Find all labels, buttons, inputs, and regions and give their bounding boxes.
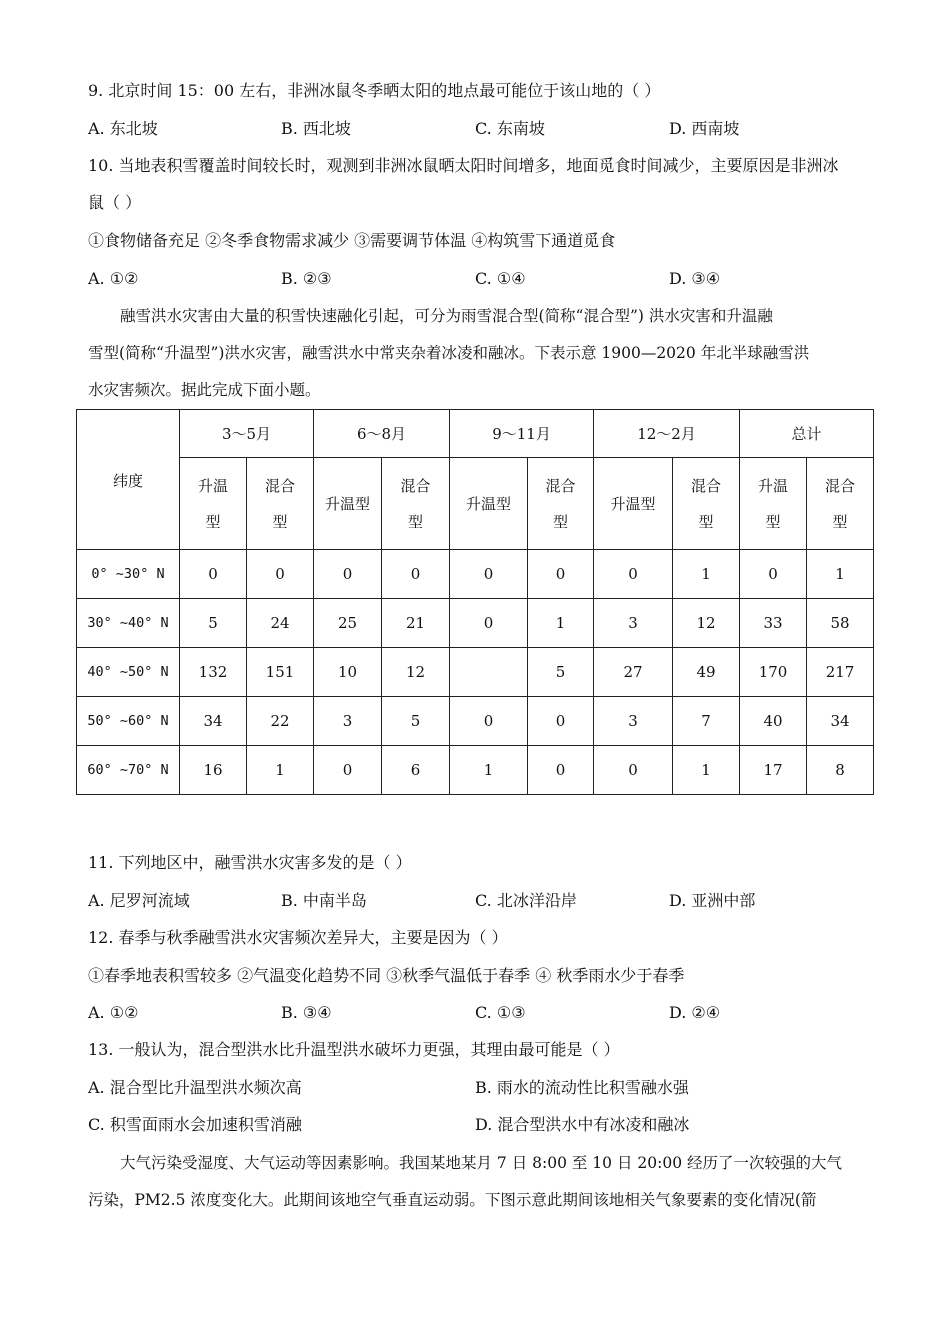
value-cell: 5 bbox=[382, 697, 450, 746]
value-cell: 217 bbox=[807, 648, 874, 697]
latitude-cell: 0° ~30° N bbox=[77, 550, 180, 599]
q11-option-c: C. 北冰洋沿岸 bbox=[475, 891, 577, 910]
value-cell: 12 bbox=[673, 599, 740, 648]
passage1-line1: 融雪洪水灾害由大量的积雪快速融化引起，可分为雨雪混合型(简称“混合型”) 洪水灾害和升温融 bbox=[120, 307, 773, 325]
q10-option-c: C. ①④ bbox=[475, 269, 526, 288]
q10-stem-line1: 10. 当地表积雪覆盖时间较长时，观测到非洲冰鼠晒太阳时间增多，地面觅食时间减少，主要原因是非洲冰 bbox=[88, 156, 839, 175]
table-row bbox=[77, 599, 874, 648]
sub-header: 混合 型 bbox=[247, 458, 314, 550]
q13-option-d: D. 混合型洪水中有冰凌和融冰 bbox=[475, 1115, 690, 1134]
q9-option-c: C. 东南坡 bbox=[475, 119, 545, 138]
q11-option-a: A. 尼罗河流域 bbox=[88, 891, 190, 910]
value-cell: 0 bbox=[247, 550, 314, 599]
value-cell: 0 bbox=[528, 746, 594, 795]
period-header: 6～8月 bbox=[314, 410, 450, 458]
value-cell: 25 bbox=[314, 599, 382, 648]
value-cell: 0 bbox=[594, 550, 673, 599]
q11-stem: 11. 下列地区中，融雪洪水灾害多发的是（ ） bbox=[88, 853, 412, 872]
value-cell: 58 bbox=[807, 599, 874, 648]
q13-option-a: A. 混合型比升温型洪水频次高 bbox=[88, 1078, 302, 1097]
value-cell: 12 bbox=[382, 648, 450, 697]
snowmelt-flood-table bbox=[76, 409, 874, 795]
period-header: 3～5月 bbox=[180, 410, 314, 458]
value-cell: 3 bbox=[594, 697, 673, 746]
value-cell: 0 bbox=[450, 550, 528, 599]
period-header: 总计 bbox=[740, 410, 874, 458]
q10-choices: ①食物储备充足 ②冬季食物需求减少 ③需要调节体温 ④构筑雪下通道觅食 bbox=[88, 231, 616, 250]
value-cell: 0 bbox=[314, 746, 382, 795]
passage2-line1: 大气污染受湿度、大气运动等因素影响。我国某地某月 7 日 8:00 至 10 日 20:00 经历了一次较强的大气 bbox=[120, 1154, 842, 1172]
q11-option-b: B. 中南半岛 bbox=[281, 891, 367, 910]
q9-option-d: D. 西南坡 bbox=[669, 119, 740, 138]
q11-option-d: D. 亚洲中部 bbox=[669, 891, 756, 910]
q9-stem: 9. 北京时间 15：00 左右，非洲冰鼠冬季晒太阳的地点最可能位于该山地的（ ） bbox=[88, 81, 661, 100]
passage1-line2: 雪型(简称“升温型”)洪水灾害，融雪洪水中常夹杂着冰凌和融冰。下表示意 1900—2020 年北半球融雪洪 bbox=[88, 344, 810, 362]
value-cell: 49 bbox=[673, 648, 740, 697]
sub-header: 升温 型 bbox=[740, 458, 807, 550]
value-cell: 0 bbox=[180, 550, 247, 599]
sub-header: 升温 型 bbox=[180, 458, 247, 550]
value-cell: 33 bbox=[740, 599, 807, 648]
value-cell: 0 bbox=[528, 550, 594, 599]
sub-header: 混合 型 bbox=[807, 458, 874, 550]
sub-header: 升温型 bbox=[450, 458, 528, 550]
passage2-line2: 污染，PM2.5 浓度变化大。此期间该地空气垂直运动弱。下图示意此期间该地相关气象要素的变化情况(箭 bbox=[88, 1191, 817, 1209]
q12-option-d: D. ②④ bbox=[669, 1003, 721, 1022]
period-header: 12～2月 bbox=[594, 410, 740, 458]
latitude-cell: 30° ~40° N bbox=[77, 599, 180, 648]
value-cell: 24 bbox=[247, 599, 314, 648]
value-cell: 5 bbox=[528, 648, 594, 697]
value-cell: 5 bbox=[180, 599, 247, 648]
value-cell: 16 bbox=[180, 746, 247, 795]
table-row bbox=[77, 550, 874, 599]
table-corner-latitude: 纬度 bbox=[77, 410, 180, 550]
q13-option-b: B. 雨水的流动性比积雪融水强 bbox=[475, 1078, 689, 1097]
value-cell bbox=[450, 648, 528, 697]
value-cell: 3 bbox=[314, 697, 382, 746]
value-cell: 0 bbox=[594, 746, 673, 795]
table-row bbox=[77, 648, 874, 697]
sub-header: 混合 型 bbox=[528, 458, 594, 550]
value-cell: 1 bbox=[247, 746, 314, 795]
table-row bbox=[77, 746, 874, 795]
q10-option-d: D. ③④ bbox=[669, 269, 721, 288]
value-cell: 17 bbox=[740, 746, 807, 795]
q10-option-b: B. ②③ bbox=[281, 269, 332, 288]
value-cell: 0 bbox=[314, 550, 382, 599]
value-cell: 1 bbox=[450, 746, 528, 795]
value-cell: 132 bbox=[180, 648, 247, 697]
latitude-cell: 40° ~50° N bbox=[77, 648, 180, 697]
value-cell: 27 bbox=[594, 648, 673, 697]
q12-option-c: C. ①③ bbox=[475, 1003, 526, 1022]
value-cell: 0 bbox=[382, 550, 450, 599]
value-cell: 21 bbox=[382, 599, 450, 648]
sub-header: 混合 型 bbox=[673, 458, 740, 550]
value-cell: 0 bbox=[450, 697, 528, 746]
value-cell: 22 bbox=[247, 697, 314, 746]
value-cell: 151 bbox=[247, 648, 314, 697]
value-cell: 7 bbox=[673, 697, 740, 746]
q12-option-a: A. ①② bbox=[88, 1003, 139, 1022]
latitude-cell: 50° ~60° N bbox=[77, 697, 180, 746]
table-row bbox=[77, 697, 874, 746]
q10-option-a: A. ①② bbox=[88, 269, 139, 288]
value-cell: 0 bbox=[740, 550, 807, 599]
value-cell: 0 bbox=[528, 697, 594, 746]
sub-header: 升温型 bbox=[314, 458, 382, 550]
value-cell: 3 bbox=[594, 599, 673, 648]
value-cell: 1 bbox=[673, 550, 740, 599]
value-cell: 8 bbox=[807, 746, 874, 795]
value-cell: 34 bbox=[180, 697, 247, 746]
period-header: 9～11月 bbox=[450, 410, 594, 458]
value-cell: 1 bbox=[528, 599, 594, 648]
q13-option-c: C. 积雪面雨水会加速积雪消融 bbox=[88, 1115, 302, 1134]
q12-choices: ①春季地表积雪较多 ②气温变化趋势不同 ③秋季气温低于春季 ④ 秋季雨水少于春季 bbox=[88, 966, 685, 985]
q13-stem: 13. 一般认为，混合型洪水比升温型洪水破坏力更强，其理由最可能是（ ） bbox=[88, 1040, 620, 1059]
q12-stem: 12. 春季与秋季融雪洪水灾害频次差异大，主要是因为（ ） bbox=[88, 928, 508, 947]
value-cell: 1 bbox=[673, 746, 740, 795]
value-cell: 10 bbox=[314, 648, 382, 697]
value-cell: 1 bbox=[807, 550, 874, 599]
q10-stem-line2: 鼠（ ） bbox=[88, 193, 142, 212]
value-cell: 40 bbox=[740, 697, 807, 746]
value-cell: 0 bbox=[450, 599, 528, 648]
sub-header: 升温型 bbox=[594, 458, 673, 550]
value-cell: 170 bbox=[740, 648, 807, 697]
passage1-line3: 水灾害频次。据此完成下面小题。 bbox=[88, 381, 321, 399]
q9-option-a: A. 东北坡 bbox=[88, 119, 158, 138]
value-cell: 34 bbox=[807, 697, 874, 746]
sub-header: 混合 型 bbox=[382, 458, 450, 550]
value-cell: 6 bbox=[382, 746, 450, 795]
q12-option-b: B. ③④ bbox=[281, 1003, 332, 1022]
latitude-cell: 60° ~70° N bbox=[77, 746, 180, 795]
q9-option-b: B. 西北坡 bbox=[281, 119, 351, 138]
